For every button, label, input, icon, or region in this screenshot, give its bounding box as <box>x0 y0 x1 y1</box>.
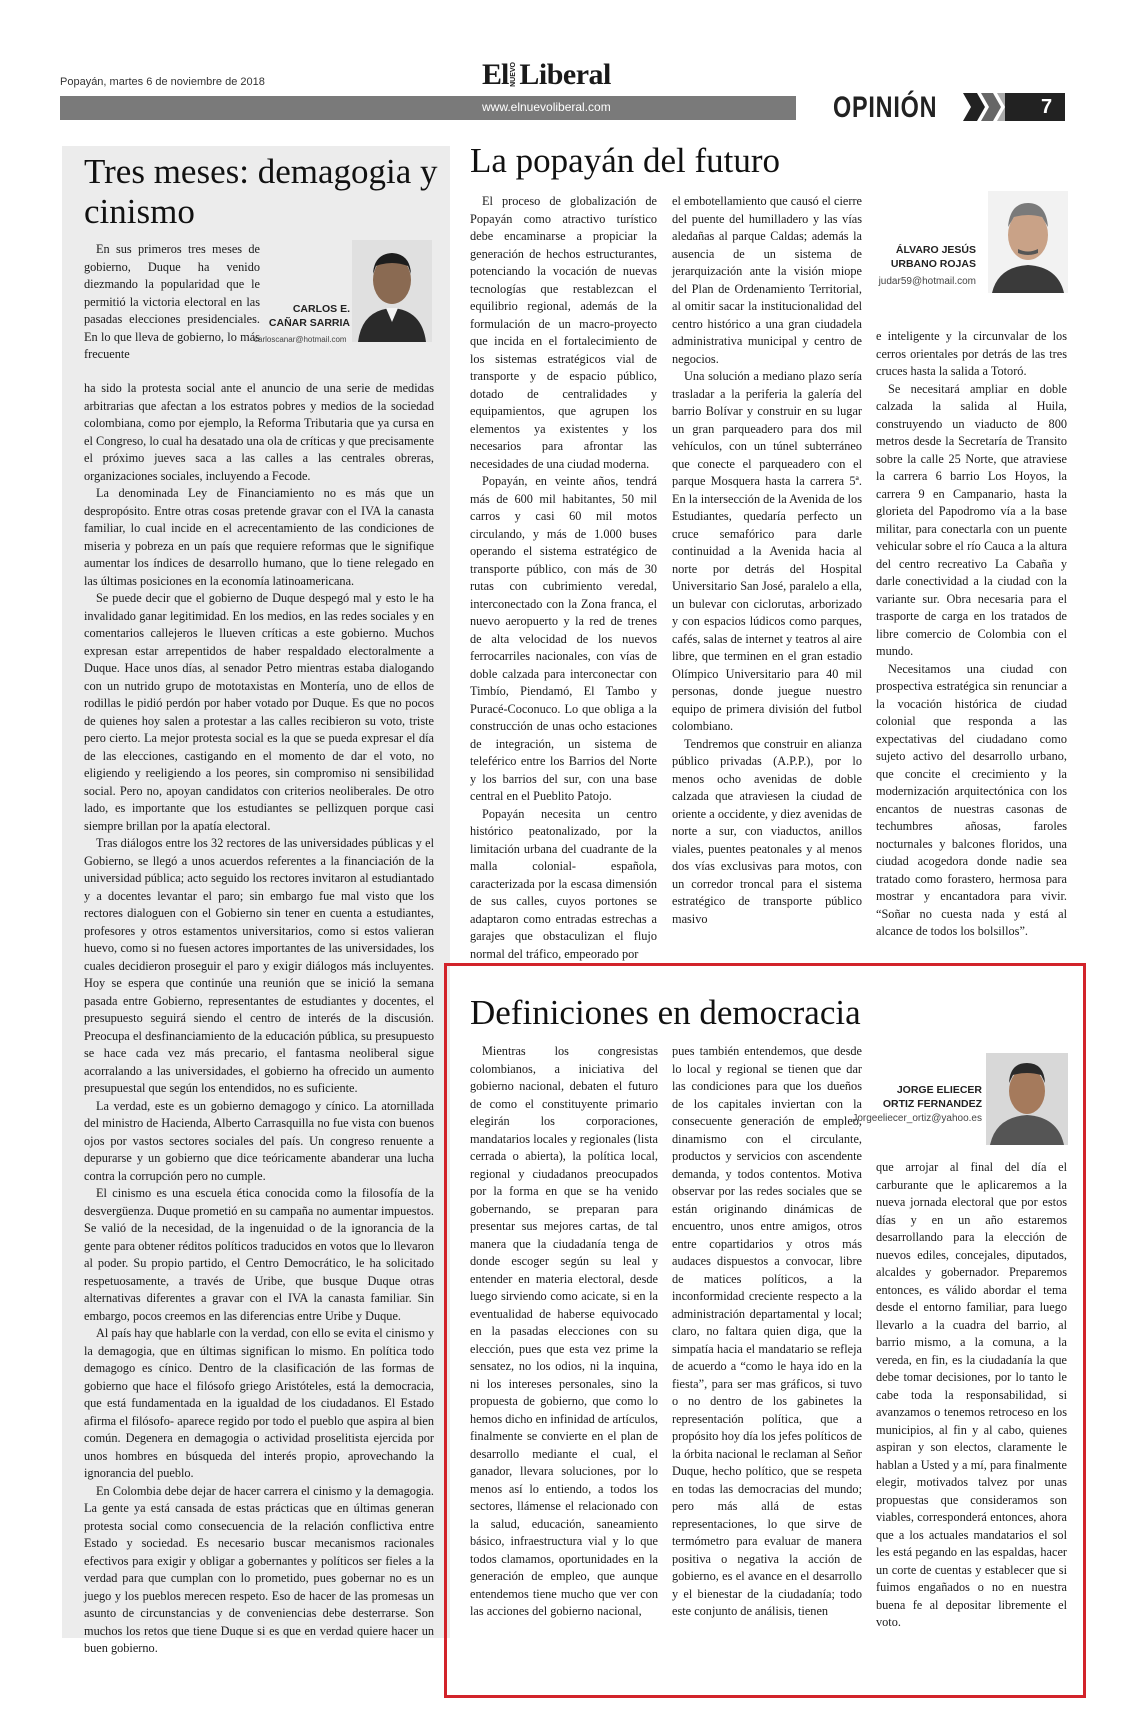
paragraph: Tras diálogos entre los 32 rectores de las universidades públicas y el Gobierno, se llegó a unos acuerdos referentes a la financiación de la universidad pública; acto seguido los rectores invitaron al estudiantado y a docentes levantar el paro; sin embargo fue mal visto que los rectores dialoguen con el Gobierno sin tener en cuenta a estudiantes, profesores y otros estamentos universitarios, como si estos valieran huevo, como si no fuesen actores importantes de las universidades, los cuales decidieron proseguir el paro y exigir diálogos más incluyentes. Hoy se espera que continúe una reunión que se inició la semana pasada entre Gobierno, representantes de estudiantes y docentes, el presupuesto seguirá siendo el centro de interés de la discusión. Preocupa el desfinanciamiento de la educación pública, su presupuesto se hace cada vez más precario, el fantasma neoliberal sigue acorralando a las universidades, el gobierno ha ofrecido un aumento presupuestal que según los entendidos, no es suficiente. <box>84 836 434 1095</box>
section-arrows-icon <box>963 93 1007 121</box>
article-2-col-1 <box>470 193 657 961</box>
paragraph: que arrojar al final del día el carburante que le aplicaremos a la nueva jornada electoral que por estos días y en un año estaremos desarrollando para la elección de nuevos ediles, concejales, diputados, alcaldes y gobernador. Preparemos entonces, es válido abordar el tema desde el entorno familiar, para luego llevarlo a la cuadra del barrio, al barrio mismo, a la comuna, a la vereda, en fin, es la ciudadanía la que debe tomar decisiones, por lo tanto le cabe toda la responsabilidad, si avanzamos o tenemos retroceso en los municipios, al fin y al cabo, quienes aspiran y son electos, claramente le hablan a Usted y a mí, para finalmente elegir, motivados talvez por unas propuestas que consideramos son viables, corresponderá entonces, ahora que a los actuales mandatarios el sol les está pegando en las espaldas, hacer un corte de cuentas y establecer que si fuimos engañados o no en nuestra buena fe al depositar libremente el voto. <box>876 1160 1067 1629</box>
paragraph: Se puede decir que el gobierno de Duque despegó mal y esto le ha invalidado ganar legitimidad. En los medios, en las redes sociales y en comentarios callejeros le llueven críticas a este gobierno. Muchos expresan estar arrepentidos de haber respaldado electoralmente a Duque. Hace unos días, al senador Petro mientras estaba dialogando con un nutrido grupo de mototaxistas en Montería, uno de ellos de rodillas le pidió perdón por haber votado por Duque. Es que no pocos de quienes hoy salen a protestar a las calles recibieron su voto, triste pero cierto. La mejor protesta social es la que se pueda expresar el día de las elecciones, castigando en el momento de dar el voto, no eligiendo y reeligiendo a los peores, sin compromiso ni sensibilidad social. Pero no, apoyan candidatos con criterios neoliberales. De otro lado, es importante que los estudiantes se pellizquen porque casi siempre brillan por la apatía electoral. <box>84 591 434 833</box>
paragraph: Popayán necesita un centro histórico peatonalizado, por la limitación urbana del cuadrante de la malla colonial- española, caracterizada por la escasa dimensión de sus calles, cuyos portones se adaptaron como entradas estrechas a garajes que obstaculizan el flujo normal del tráfico, empeorado por <box>470 806 657 961</box>
article-2-col-3 <box>876 328 1067 943</box>
paragraph: Una solución a mediano plazo sería trasladar a la periferia la galería del barrio Bolívar y construir en su lugar un gran parqueadero para dos mil vehículos, con un túnel subterráneo que conecte el parqueadero con el parque Mosquera hasta la carrera 5ª. En la intersección de la Avenida de los Estudiantes, quedaría perfecto un cruce semafórico para darle continuidad a la Avenida hacia al norte por detrás del Hospital Universitario San José, paralelo a ella, un bulevar con ciclorutas, arborizado y con espacios lúdicos como parques, cafés, salas de internet y teatros al aire libre, que terminen en el gran estadio Olímpico Universitario para 40 mil personas, donde juegue nuestro equipo de primera división del futbol colombiano. <box>672 369 862 733</box>
paragraph: El proceso de globalización de Popayán como atractivo turístico debe encaminarse a propiciar la generación de hechos estructurantes, potenciando la vocación de nuevas tecnologías que restablezcan el equilibrio regional, además de la formulación de un macro-proyecto que incida en el fortalecimiento de los sistemas estratégicos vial de transporte y de espacio público, dotado de centralidades y equipamientos, que agrupen los elementos ya existentes y los necesarios para afrontar las necesidades de una ciudad moderna. <box>470 194 657 471</box>
author-name <box>246 302 350 330</box>
author-name-line2: URBANO ROJAS <box>890 258 976 270</box>
article-2-title: La popayán del futuro <box>470 141 781 180</box>
author-email: Jorgeeliecer_ortiz@yahoo.es <box>852 1113 982 1124</box>
author-photo <box>988 191 1068 293</box>
author-name-line1: CARLOS E. <box>292 303 350 315</box>
paragraph: pues también entendemos, que desde lo local y regional se tienen que dar las condiciones para que los dueños de los capitales inviertan con la consecuente generación de empleo, dinamismo con el circulante, productos y servicios con ascendente demanda, y todos contentos. Motiva observar por las redes sociales que se están originando dinámicas de encuentro, unos entre amigos, otros entre copartidarios y otros más audaces dispuestos a convocar, libre de matices políticos, a la inconformidad creciente respecto a la administración departamental y local; claro, no faltara quien diga, que la simpatía hacia el mandatario se refleja de acuerdo a “como le haya ido en la fiesta”, para ser mas gráficos, si tuvo o no dentro de los gabinetes la representación política, que a propósito hoy día los jefes políticos de la órbita nacional le reclaman al Señor Duque, hecho político, que se respeta en todas las democracias del mundo; pero más allá de estas representaciones, lo que sirve de termómetro para evaluar de manera positiva o negativa la acción de gobierno, es el avance en el desarrollo y el bienestar de la ciudadanía; todo este conjunto de análisis, tienen <box>672 1044 862 1618</box>
logo-el: El <box>482 58 509 91</box>
paragraph: En sus primeros tres meses de gobierno, Duque ha venido diezmando la popularidad que le permitió la victoria electoral en las pasadas elecciones presidenciales. En lo que lleva de gobierno, lo más frecuente <box>84 242 260 361</box>
paragraph: La denominada Ley de Financiamiento no es más que un despropósito. Entre otras cosas pretende gravar con el IVA la canasta familiar, lo cual incide en el acrecentamiento de las condiciones de miseria y pobreza en un país que requiere reformas que le signifique aumentar los índices de desarrollo humano, que lo tiene relegado en las últimas posiciones en la economía latinoamericana. <box>84 486 434 588</box>
logo-nuevo: NUEVO <box>510 62 518 87</box>
author-photo <box>986 1053 1068 1145</box>
paragraph: Mientras los congresistas colombianos, a iniciativa del gobierno nacional, debaten el futuro de como el constituyente primario elegirán los corporaciones, mandatarios locales y regionales (lista cerrada o abierta), la política local, regional y ciudadanos preocupados por la forma en que se ha venido gobernando, se preparan para presentar sus mejores cartas, de tal manera que la ciudadanía tenga de donde escoger según su leal y entender en materia electoral, desde luego sirviendo como acicate, si en la eventualidad de haberse equivocado en la pasadas elecciones con su elección, pues que esta vez prime la sensatez, no los odios, ni la inquina, ni los intereses personales, sino la propuesta de gobierno, que como lo hemos dicho en infinidad de artículos, finalmente se convierte en el plan de desarrollo mediante el cual, el ganador, llevara soluciones, por lo menos así lo entiendo, a todos los sectores, llámense el relacionado con la salud, educación, saneamiento básico, infraestructura vial y lo que todos clamamos, oportunidades en la generación de empleo, que aunque entendemos tiene mucho que ver con las acciones del gobierno nacional, <box>470 1044 658 1618</box>
paragraph: e inteligente y la circunvalar de los cerros orientales por detrás de las tres cruces hasta la salida a Totoró. <box>876 329 1067 378</box>
header-bar <box>60 96 796 120</box>
article-3-col-3 <box>876 1159 1067 1685</box>
author-name-line2: CAÑAR SARRIA <box>268 317 350 329</box>
paragraph: La verdad, este es un gobierno demagogo y cínico. La atornillada del ministro de Hacienda, Alberto Carrasquilla no fue vista con buenos ojos por vastos sectores sociales del país. Un congreso renuente a depurarse y un gobierno que dice teóricamente abanderar una lucha contra la corrupción pero no cumple. <box>84 1098 434 1183</box>
paragraph: el embotellamiento que causó el cierre del puente del humilladero y las vías aledañas al parque Caldas; además la ausencia de un sistema de jerarquización ante la visión miope del Plan de Ordenamiento Territorial, al omitir sacar la institucionalidad del centro histórico a una gran ciudadela administrativa municipal y centro de negocios. <box>672 194 862 366</box>
article-3-col-2 <box>672 1043 862 1685</box>
paragraph: Al país hay que hablarle con la verdad, con ello se evita el cinismo y la demagogia, que en últimas significan lo mismo. En política todo demagogo es cínico. Dentro de la clasificación de las formas de gobierno que hace el filósofo griego Aristóteles, está la democracia, que está fundamentada en la igualdad de los ciudadanos. El Estado afirma el filósofo- aparece regido por todo el pueblo que aspira al bien común. Degenera en demagogia o actividad proselitista ejercida por unos hombres en búsqueda del interés propio, aprovechando la ignorancia del pueblo. <box>84 1326 434 1480</box>
section-title: OPINIÓN <box>833 91 938 124</box>
paragraph: ha sido la protesta social ante el anuncio de una serie de medidas arbitrarias que afectan a los estratos pobres y medios de la sociedad colombiana, como por ejemplo, la Reforma Tributaria que ya cursa en el Congreso, lo cual ha desatado una ola de críticas y que precisamente el próximo jueves saca a las calles a las centrales obreras, organizaciones sociales, incluyendo a Fecode. <box>84 381 434 483</box>
newspaper-logo <box>482 58 611 92</box>
author-photo <box>352 240 432 342</box>
website-url: www.elnuevoliberal.com <box>482 100 611 114</box>
person-icon <box>352 240 432 342</box>
author-email: carloscanar@hotmail.com <box>254 335 347 344</box>
article-3-title: Definiciones en democracia <box>470 993 861 1032</box>
paragraph: El cinismo es una escuela ética conocida como la filosofía de la desvergüenza. Duque prometió en su campaña no aumentar impuestos. Se valió de la necesidad, de la ingenuidad o de la ignorancia de la gente para obtener réditos políticos traducidos en votos que lo llevaron al poder. Su propio partido, el Centro Democrático, le ha solicitado respetuosamente, a través de Uribe, que busque Duque otras alternativas diferentes a gravar con el IVA la canasta familiar. Sin embargo, pocos creemos en las diferencias entre Uribe y Duque. <box>84 1186 434 1323</box>
author-name <box>862 1083 982 1111</box>
article-1-title: Tres meses: demagogia y cinismo <box>84 152 438 231</box>
paragraph: En Colombia debe dejar de hacer carrera el cinismo y la demagogia. La gente ya está cansada de estas prácticas que en últimas generan protesta social como consecuencia de la relación conflictiva entre Estado y sociedad. Es necesario buscar mecanismos racionales efectivos para exigir y obligar a gobernantes y políticos ser fieles a la verdad para que cumplan con lo prometido, pues gobernar no es un juego y los pueblos merecen respeto. Eso de hacer de las promesas un asunto de circunstancias y de conveniencias debe desterrarse. Son muchos los retos que tiene Duque si es que en verdad quiere hacer un buen gobierno. <box>84 1483 434 1655</box>
article-1-body <box>84 380 434 1655</box>
paragraph: Se necesitará ampliar en doble calzada la salida al Huila, construyendo un viaducto de 800 metros desde la Secretaría de Transito sobre la calle 25 Norte, que atraviese la carrera 6 barrio Los Hoyos, la carrera 9 en Campanario, hasta la glorieta del Papodromo vía a la base militar, para conectarla con un puente vehicular sobre el río Cauca a la altura del centro recreativo La Cabaña y darle conectividad a la ciudad con la variante sur. Obra necesaria para el trasporte de carga en los tratados de libre comercio de Colombia con el mundo. <box>876 381 1067 658</box>
person-icon <box>986 1053 1068 1145</box>
article-2-col-2 <box>672 193 862 943</box>
author-email: judar59@hotmail.com <box>878 276 976 287</box>
header-date: Popayán, martes 6 de noviembre de 2018 <box>60 76 265 88</box>
article-1-intro <box>84 241 260 381</box>
paragraph: Popayán, en veinte años, tendrá más de 600 mil habitantes, 50 mil carros y casi 60 mil motos circulando, y más de 1.000 buses operando el sistema estratégico de transporte público, con más de 30 rutas con cubrimiento veredal, interconectado con la Zona franca, el nuevo aeropuerto y la red de trenes de alta velocidad de los nuevos ferrocarriles nacionales, con vías de doble calzada para interconectar con Timbío, Piendamó, El Tambo y Puracé-Coconuco. Lo que obliga a la construcción de unas ocho estaciones de integración, un sistema de teleférico entre los Barrios del Norte y los barrios del sur, con una base central en el Pueblito Patojo. <box>470 474 657 803</box>
author-name-line1: ÁLVARO JESÚS <box>895 244 976 256</box>
author-name-line2: ORTIZ FERNANDEZ <box>882 1098 982 1110</box>
paragraph: Necesitamos una ciudad con prospectiva estratégica sin renunciar a la vocación histórica de ciudad colonial que responda a las expectativas del ciudadano como sujeto activo del desarrollo urbano, que concite el crecimiento y la modernización arquitectónica con los encantos de nuestras casonas de techumbres añosas, faroles nocturnales y balcones floridos, una ciudad acogedora donde nadie sea tratado como forastero, hermosa para mostrar y encantadora para vivir. “Soñar no cuesta nada y está al alcance de todos los bolsillos”. <box>876 661 1067 938</box>
article-3-col-1 <box>470 1043 658 1685</box>
logo-liberal: Liberal <box>519 58 611 91</box>
author-name-line1: JORGE ELIECER <box>896 1084 982 1096</box>
paragraph: Tendremos que construir en alianza público privadas (A.P.P.), por lo menos ocho avenidas de doble calzada que atraviesen la ciudad de oriente a occidente, y diez avenidas de norte a sur, con viaductos, anillos viales, puentes peatonales y al menos dos vías exclusivas para motos, con un corredor troncal para el sistema estratégico de transporte público masivo <box>672 736 862 926</box>
author-name <box>868 243 976 271</box>
page-number: 7 <box>1005 93 1065 121</box>
person-icon <box>988 191 1068 293</box>
